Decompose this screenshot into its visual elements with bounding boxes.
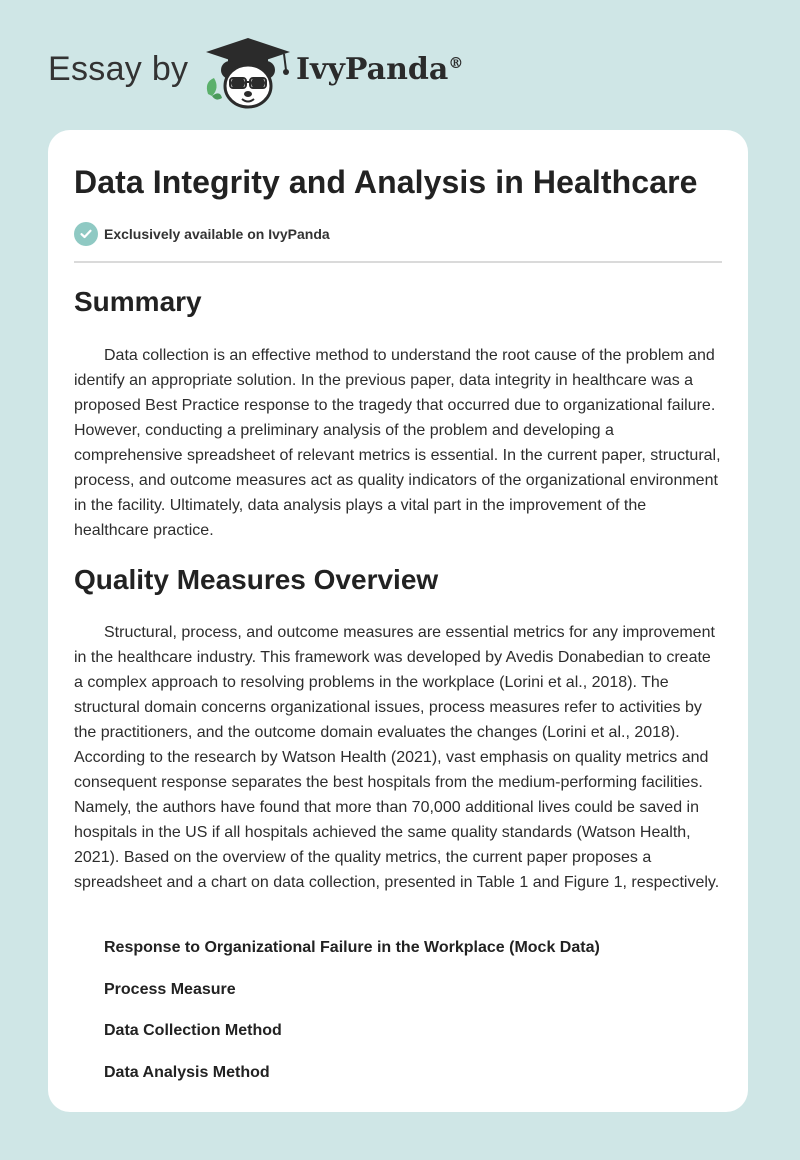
table-label-data-collection: Data Collection Method: [104, 1022, 282, 1039]
table-caption: Response to Organizational Failure in the Workplace (Mock Data): [104, 939, 600, 956]
site-header: [0, 0, 800, 130]
title-divider: [74, 261, 722, 263]
registered-mark: ®: [448, 54, 464, 72]
article-title: Data Integrity and Analysis in Healthcare: [74, 164, 698, 200]
section-paragraph-summary: Data collection is an effective method to understand the root cause of the problem and identify an appropriate solution. In the previous paper, data integrity in healthcare was a proposed Best Practice response to the tragedy that occurred due to organizational failure. However, conducting a preliminary analysis of the problem and developing a comprehensive spreadsheet of relevant metrics is essential. In the current paper, structural, process, and outcome measures act as quality indicators of the organizational environment in the facility. Ultimately, data analysis plays a vital part in the improvement of the healthcare practice.: [74, 347, 721, 539]
panda-graduate-icon[interactable]: [200, 36, 296, 112]
check-circle-icon: [74, 222, 98, 246]
essay-by-label: Essay by: [48, 50, 189, 88]
table-label-data-analysis: Data Analysis Method: [104, 1064, 270, 1081]
brand-text: IvyPanda: [296, 52, 449, 87]
section-paragraph-quality-measures: Structural, process, and outcome measures are essential metrics for any improvement in the healthcare industry. This framework was developed by Avedis Donabedian to create a complex approach to resolving problems in the workplace (Lorini et al., 2018). The structural domain concerns organizational issues, process measures refer to activities by the practitioners, and the outcome domain evaluates the changes (Lorini et al., 2018). According to the research by Watson Health (2021), vast emphasis on quality metrics and consequent response separates the best hospitals from the medium-performing facilities. Namely, the authors have found that more than 70,000 additional lives could be saved in hospitals in the US if all hospitals achieved the same quality standards (Watson Health, 2021). Based on the overview of the quality metrics, the current paper proposes a spreadsheet and a chart on data collection, presented in Table 1 and Figure 1, respectively.: [74, 624, 720, 891]
exclusive-badge: [74, 222, 330, 246]
exclusive-badge-text: Exclusively available on IvyPanda: [104, 226, 330, 242]
section-heading-summary: Summary: [74, 286, 202, 317]
section-heading-quality-measures: Quality Measures Overview: [74, 564, 439, 595]
article-card: [48, 130, 748, 1112]
brand-name[interactable]: [296, 52, 463, 87]
table-label-process-measure: Process Measure: [104, 981, 236, 998]
